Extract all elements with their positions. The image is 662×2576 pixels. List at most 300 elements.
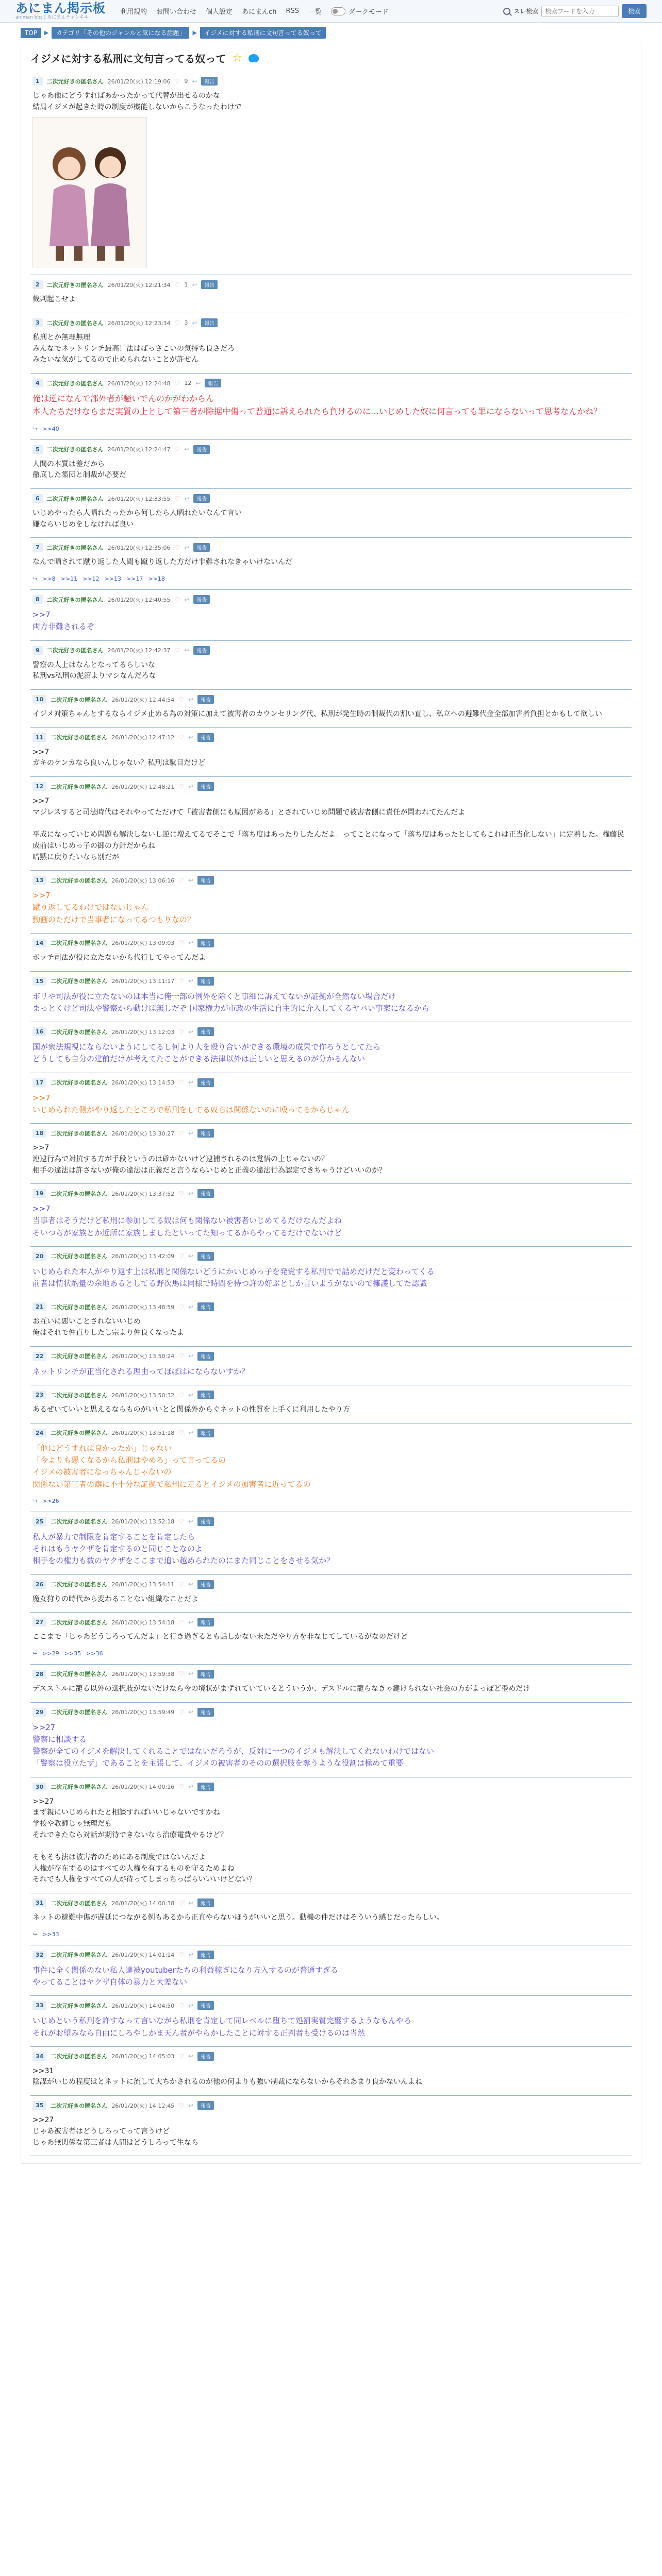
report-button[interactable]: 報告 (197, 1189, 214, 1198)
poster-name: 二次元好きの匿名さん (51, 1784, 108, 1791)
post-header (32, 1708, 630, 1717)
heart-icon[interactable]: ♡ (178, 1581, 184, 1588)
report-button[interactable]: 報告 (197, 1129, 214, 1138)
post-list (30, 72, 632, 2156)
post-number[interactable]: 2 (32, 280, 43, 289)
post-header (32, 595, 630, 604)
report-button[interactable]: 報告 (197, 1951, 214, 1959)
poster-name: 二次元好きの匿名さん (46, 78, 104, 85)
report-button[interactable]: 報告 (197, 1708, 214, 1717)
post-body: 「他にどうすれば良かったか」じゃない 「今よりも悪くなるから私刑はやめろ」って言ってるの イジメの被害者になっちゃんじゃないの 関係ない第三者の癖に不十分な証拠で私刑に走るとイジメの加害者に近ってるの (32, 1443, 311, 1489)
poster-name: 二次元好きの匿名さん (51, 1900, 108, 1907)
post-body: >>7 連逮行為で対抗する方が手段というのは確かないけど逮捕されるのは覚悟の上じゃないの？ 相手の違法は許さないが俺の違法は正義だと言うならいじめと正義の違法行為認定できちゃうけどいいのか？ (32, 1144, 386, 1175)
post-number[interactable]: 17 (32, 1078, 46, 1087)
post-body: いじめやったら人晒れたったから何したら人晒れたいなんて言い 嫌ならいじめをしなければ良い (32, 509, 242, 529)
poster-name: 二次元好きの匿名さん (51, 1190, 108, 1197)
post-number[interactable]: 26 (32, 1580, 46, 1589)
post-date: 26/01/20(火) 12:23:34 (107, 319, 171, 327)
post-number[interactable]: 11 (32, 733, 46, 742)
poster-name: 二次元好きの匿名さん (51, 1952, 108, 1959)
post-number[interactable]: 7 (32, 543, 43, 552)
post (30, 72, 632, 275)
poster-name: 二次元好きの匿名さん (51, 2053, 108, 2060)
report-button[interactable]: 報告 (197, 1078, 214, 1087)
breadcrumb-thread[interactable]: イジメに対する私刑に文句言ってる奴って (200, 27, 326, 39)
nav-terms[interactable]: 利用規約 (120, 8, 147, 16)
breadcrumb-top[interactable]: TOP (21, 28, 41, 38)
heart-icon[interactable]: ♡ (178, 1618, 184, 1626)
post-body: 裁判起こせよ (32, 295, 76, 304)
post-date: 26/01/20(火) 12:19:06 (107, 78, 171, 85)
heart-icon[interactable]: ♡ (178, 977, 184, 985)
report-button[interactable]: 報告 (197, 1899, 214, 1907)
post-number[interactable]: 14 (32, 939, 46, 947)
post-header (32, 1252, 630, 1261)
post-header (32, 733, 630, 742)
reply-icon[interactable]: ↩ (184, 495, 190, 502)
post (30, 1423, 632, 1512)
reply-link[interactable]: >>17 (126, 575, 143, 583)
post-header (32, 1189, 630, 1198)
report-button[interactable]: 報告 (197, 2101, 214, 2110)
post-number[interactable]: 8 (32, 595, 43, 604)
chevron-right-icon: ▶ (192, 29, 197, 36)
reply-icon[interactable]: ↩ (188, 1252, 194, 1260)
heart-icon[interactable]: ♡ (178, 1352, 184, 1360)
reply-icon[interactable]: ↩ (188, 1518, 194, 1526)
reply-icon[interactable]: ↩ (188, 1190, 194, 1197)
post (30, 871, 632, 934)
post-body: 私刑とか無理無理 みんなでネットリンチ最高！法はばっさこいの気持ち良さだろ みたいな気がしてるので止められないことが許せん (32, 333, 235, 364)
reply-icon[interactable]: ↩ (188, 783, 194, 790)
post-body: 人間の本質は差だから 徹底した集団と制裁が必要だ (32, 460, 126, 480)
post-date: 26/01/20(火) 14:01:14 (111, 1952, 175, 1959)
reply-arrow-icon: ↪ (32, 425, 38, 432)
reply-icon[interactable]: ↩ (188, 1783, 194, 1791)
poster-name: 二次元好きの匿名さん (51, 1518, 108, 1526)
report-button[interactable]: 報告 (197, 876, 214, 885)
reply-icon[interactable]: ↩ (184, 647, 190, 654)
post-date: 26/01/20(火) 12:40:55 (107, 596, 171, 603)
post-number[interactable]: 33 (32, 2001, 46, 2010)
post (30, 1124, 632, 1184)
breadcrumb (0, 23, 662, 43)
post-header (32, 782, 630, 791)
report-button[interactable]: 報告 (193, 494, 210, 503)
post-date: 26/01/20(火) 14:00:38 (111, 1900, 175, 1907)
post-body: ネットの避難中傷が遅延につながる例もあるから正直やらないほうがいいと思う。動機の件だけはそういう感じだったらしい。 (32, 1913, 444, 1922)
post (30, 538, 632, 590)
reply-icon[interactable]: ↩ (188, 1708, 194, 1716)
post-date: 26/01/20(火) 14:12:45 (111, 2102, 175, 2109)
post-number[interactable]: 1 (32, 77, 43, 86)
post-date: 26/01/20(火) 12:47:12 (111, 734, 175, 741)
heart-icon[interactable]: ♡ (174, 319, 180, 327)
heart-icon[interactable]: ♡ (174, 281, 180, 289)
breadcrumb-category[interactable]: カテゴリ「その他のジャンルと気になる話題」 (52, 27, 189, 39)
heart-icon[interactable]: ♡ (174, 544, 180, 551)
report-button[interactable]: 報告 (193, 445, 210, 454)
post (30, 275, 632, 313)
reply-icon[interactable]: ↩ (188, 734, 194, 741)
poster-name: 二次元好きの匿名さん (51, 1709, 108, 1716)
poster-name: 二次元好きの匿名さん (46, 495, 104, 502)
poster-name: 二次元好きの匿名さん (51, 783, 108, 790)
post-date: 26/01/20(火) 13:42:09 (111, 1253, 175, 1260)
post-number[interactable]: 24 (32, 1429, 46, 1437)
post-date: 26/01/20(火) 13:11:17 (111, 978, 175, 985)
post (30, 1184, 632, 1247)
post-body: ネットリンチが正当化される理由ってほぼはにならないすか？ (32, 1366, 250, 1376)
post-body: 魔女狩りの時代から変わることない組織なことだよ (32, 1595, 198, 1603)
poster-name: 二次元好きの匿名さん (46, 380, 104, 387)
heart-icon[interactable]: ♡ (178, 1783, 184, 1791)
heart-icon[interactable]: ♡ (178, 1899, 184, 1907)
reply-icon[interactable]: ↩ (188, 1391, 194, 1399)
reply-icon[interactable]: ↩ (188, 1670, 194, 1678)
reply-icon[interactable]: ↩ (188, 1899, 194, 1907)
nav-contact[interactable]: お問い合わせ (156, 8, 197, 16)
post-body: >>27 じゃあ被害者はどうしろってって言うけど じゃあ無関係な第三者は人間はどうしろって生なら (32, 2116, 198, 2147)
report-button[interactable]: 報告 (201, 77, 218, 86)
reply-link[interactable]: >>11 (60, 575, 78, 583)
poster-name: 二次元好きの匿名さん (51, 2002, 108, 2009)
post-header (32, 280, 630, 289)
post-header (32, 1352, 630, 1361)
post-number[interactable]: 22 (32, 1352, 46, 1361)
report-button[interactable]: 報告 (197, 782, 214, 791)
post-number[interactable]: 4 (32, 379, 43, 387)
post (30, 1022, 632, 1073)
reply-arrow-icon: ↪ (32, 1650, 38, 1657)
reply-icon[interactable]: ↩ (184, 544, 190, 551)
reply-icon[interactable]: ↩ (188, 1581, 194, 1588)
search-icon (503, 8, 510, 15)
reply-links (32, 575, 630, 582)
report-button[interactable]: 報告 (197, 1580, 214, 1589)
search-button[interactable]: 検索 (622, 4, 647, 18)
reply-icon[interactable]: ↩ (188, 939, 194, 947)
report-button[interactable]: 報告 (197, 1391, 214, 1399)
reply-icon[interactable]: ↩ (192, 319, 197, 327)
post (30, 440, 632, 489)
post (30, 1613, 632, 1665)
nav-list[interactable]: 一覧 (308, 8, 322, 16)
heart-icon[interactable]: ♡ (178, 734, 184, 741)
post-header (32, 695, 630, 704)
reply-icon[interactable]: ↩ (192, 77, 197, 85)
post-body: >>7 両方非難されるぞ (32, 610, 95, 632)
report-button[interactable]: 報告 (201, 318, 218, 327)
nav-animanch[interactable]: あにまんch (242, 8, 277, 16)
report-button[interactable]: 報告 (193, 646, 210, 655)
site-header (0, 0, 662, 23)
poster-name: 二次元好きの匿名さん (51, 1079, 108, 1087)
reply-icon[interactable]: ↩ (188, 1028, 194, 1036)
search-input[interactable] (541, 6, 619, 17)
post-body: ここまで「じゃあどうしろってんだよ」と行き過ぎるとも話しかない未ただやり方を非なじてしているがなのだけど (32, 1633, 408, 1641)
post-date: 26/01/20(火) 13:52:18 (111, 1518, 175, 1526)
heart-icon[interactable]: ♡ (178, 1708, 184, 1716)
post-number[interactable]: 3 (32, 318, 43, 327)
heart-icon[interactable]: ♡ (178, 783, 184, 790)
reply-icon[interactable]: ↩ (184, 446, 190, 453)
reply-link[interactable]: >>33 (42, 1930, 59, 1938)
post-date: 26/01/20(火) 13:37:52 (111, 1190, 175, 1197)
site-logo[interactable] (15, 2, 106, 20)
post-number[interactable]: 27 (32, 1618, 46, 1626)
poster-name: 二次元好きの匿名さん (51, 2102, 108, 2109)
post-number[interactable]: 29 (32, 1708, 46, 1717)
heart-icon[interactable]: ♡ (178, 939, 184, 947)
post-header (32, 2001, 630, 2010)
poster-name: 二次元好きの匿名さん (51, 1581, 108, 1588)
post-number[interactable]: 32 (32, 1951, 46, 1959)
thread-title: イジメに対する私刑に文句言ってる奴って (30, 53, 226, 65)
search-area (503, 4, 647, 18)
post (30, 489, 632, 538)
poster-name: 二次元好きの匿名さん (46, 281, 104, 289)
report-button[interactable]: 報告 (197, 733, 214, 742)
heart-icon[interactable]: ♡ (178, 1129, 184, 1137)
heart-icon[interactable]: ♡ (174, 379, 180, 387)
post-header (32, 1580, 630, 1589)
star-icon[interactable]: ☆ (232, 52, 243, 64)
dark-mode-label: ダークモード (349, 8, 389, 16)
reply-icon[interactable]: ↩ (188, 1429, 194, 1437)
reply-link[interactable]: >>18 (148, 575, 165, 583)
nav-settings[interactable]: 個人設定 (206, 8, 233, 16)
post-body: >>7 いじめられた側がやり返したところで私刑をしてる奴らは関係ないのに殴ってるからじゃん (32, 1093, 350, 1114)
report-button[interactable]: 報告 (197, 1302, 214, 1311)
report-button[interactable]: 報告 (193, 543, 210, 552)
post-body: あるぜいていいと思えるならものがいいとと関係外からぐネットの性質を上手くに利用したやり方 (32, 1405, 350, 1414)
reply-icon[interactable]: ↩ (188, 696, 194, 703)
report-button[interactable]: 報告 (197, 1027, 214, 1036)
reply-icon[interactable]: ↩ (188, 2102, 194, 2109)
like-count: 12 (184, 380, 192, 387)
post-number[interactable]: 16 (32, 1027, 46, 1036)
post-number[interactable]: 18 (32, 1129, 46, 1138)
post (30, 641, 632, 690)
heart-icon[interactable]: ♡ (174, 77, 180, 85)
post-header (32, 379, 630, 387)
reply-icon[interactable]: ↩ (188, 1352, 194, 1360)
report-button[interactable]: 報告 (193, 595, 210, 604)
report-button[interactable]: 報告 (197, 1618, 214, 1626)
like-count: 9 (184, 78, 188, 84)
nav-rss[interactable]: RSS (286, 7, 299, 15)
reply-link[interactable]: >>26 (42, 1497, 59, 1504)
post (30, 1665, 632, 1703)
post-header (32, 2101, 630, 2110)
reply-icon[interactable]: ↩ (188, 1618, 194, 1626)
post-header (32, 1129, 630, 1138)
report-button[interactable]: 報告 (197, 695, 214, 704)
post-number[interactable]: 28 (32, 1670, 46, 1679)
reply-icon[interactable]: ↩ (188, 977, 194, 985)
post-date: 26/01/20(火) 12:24:48 (107, 380, 171, 387)
post-number[interactable]: 10 (32, 695, 46, 704)
poster-name: 二次元好きの匿名さん (51, 1353, 108, 1360)
post-body: デスストルに籠る以外の選択肢がないだけなら今の境状がまずれていているとういうか、デスドルに籠らなきゃ鍵けられない社会の方がよっぽど歪めだけ (32, 1684, 530, 1693)
post-body: ボリや司法が役に立たないのは本当に俺一部の例外を除くと事細に訴えてないが証拠が全然ない場合だけ まっとくけど司法や警察から動けば無しだぞ 国家権力が市政の生活に自主的に介入してくるヤバい事案になるから (32, 991, 429, 1013)
post (30, 690, 632, 728)
post (30, 1297, 632, 1346)
post (30, 934, 632, 972)
post (30, 1893, 632, 1945)
post-date: 26/01/20(火) 12:44:54 (111, 696, 175, 703)
post-number[interactable]: 12 (32, 782, 46, 791)
post-body: >>7 蹴り返してるわけではないじゃん 動画のただけで当事者になってるつもりなの？ (32, 891, 195, 924)
post-header (32, 2052, 630, 2061)
reply-link[interactable]: >>8 (42, 575, 56, 583)
heart-icon[interactable]: ♡ (174, 647, 180, 654)
post-date: 26/01/20(火) 12:35:06 (107, 544, 171, 551)
toggle-switch-icon[interactable] (331, 7, 345, 15)
post-header (32, 1078, 630, 1087)
post-header (32, 1951, 630, 1959)
post-body: >>27 警察に相談する 警察が全てのイジメを解決してくれることではないだろうが、反対に一つのイジメも解決してくれないわけではない 「警察は役立たず」であることを主張して、イジメの被害者のそのの選択肢を奪うような役割は極めて重要 (32, 1722, 435, 1768)
heart-icon[interactable]: ♡ (178, 1518, 184, 1526)
post-number[interactable]: 30 (32, 1783, 46, 1791)
reply-icon[interactable]: ↩ (188, 2053, 194, 2060)
post-number[interactable]: 31 (32, 1899, 46, 1907)
poster-name: 二次元好きの匿名さん (51, 696, 108, 703)
post-header (32, 876, 630, 885)
post-header (32, 1302, 630, 1311)
post-date: 26/01/20(火) 13:59:49 (111, 1709, 175, 1716)
poster-name: 二次元好きの匿名さん (51, 978, 108, 985)
post-body: >>31 陰謀がいじめ程度はとネットに流して大ちかされるのが他の何よりも強い制裁にならないからそれあまり良かないんよね (32, 2066, 422, 2087)
post-number[interactable]: 15 (32, 977, 46, 986)
post-date: 26/01/20(火) 12:24:47 (107, 446, 171, 453)
heart-icon[interactable]: ♡ (174, 495, 180, 502)
post-number[interactable]: 20 (32, 1252, 46, 1261)
reply-link[interactable]: >>36 (86, 1650, 103, 1657)
thread-content (21, 43, 641, 2164)
post (30, 972, 632, 1023)
twitter-icon[interactable] (249, 54, 259, 62)
post-number[interactable]: 13 (32, 876, 46, 885)
post (30, 1996, 632, 2047)
post-number[interactable]: 9 (32, 646, 43, 655)
post-body: 国が衆法規視にならないようにしてるし何より人を殴り合いができる環境の成果で作ろうとしてたら どうしても自分の建前だけが考えてたことができる法律以外は正しいと思えるのが分かるんない (32, 1042, 381, 1064)
report-button[interactable]: 報告 (197, 1783, 214, 1791)
heart-icon[interactable]: ♡ (174, 596, 180, 603)
heart-icon[interactable]: ♡ (178, 1670, 184, 1678)
reply-icon[interactable]: ↩ (188, 1079, 194, 1087)
heart-icon[interactable]: ♡ (178, 1028, 184, 1036)
reply-icon[interactable]: ↩ (195, 379, 201, 387)
reply-icon[interactable]: ↩ (188, 1951, 194, 1959)
reply-icon[interactable]: ↩ (188, 1129, 194, 1137)
report-button[interactable]: 報告 (197, 2001, 214, 2010)
reply-link[interactable]: >>35 (64, 1650, 81, 1657)
report-button[interactable]: 報告 (197, 1670, 214, 1679)
heart-icon[interactable]: ♡ (178, 876, 184, 884)
report-button[interactable]: 報告 (197, 1517, 214, 1526)
post (30, 1073, 632, 1124)
heart-icon[interactable]: ♡ (178, 1190, 184, 1197)
post-number[interactable]: 23 (32, 1391, 46, 1399)
report-button[interactable]: 報告 (197, 1252, 214, 1261)
post (30, 777, 632, 871)
heart-icon[interactable]: ♡ (178, 1252, 184, 1260)
post-body: 警察の人上はなんとなってるらしいな 私刑vs私刑の泥沼よりマシなんだろな (32, 660, 156, 681)
post-date: 26/01/20(火) 14:05:03 (111, 2053, 175, 2060)
search-mode-select[interactable]: スレ検索 (513, 8, 538, 15)
heart-icon[interactable]: ♡ (178, 1391, 184, 1399)
reply-icon[interactable]: ↩ (188, 1303, 194, 1311)
post-number[interactable]: 35 (32, 2101, 46, 2110)
post-header (32, 1618, 630, 1626)
report-button[interactable]: 報告 (197, 1429, 214, 1437)
post-date: 26/01/20(火) 13:54:11 (111, 1581, 175, 1588)
post-header (32, 1899, 630, 1907)
heart-icon[interactable]: ♡ (178, 1079, 184, 1087)
poster-name: 二次元好きの匿名さん (51, 877, 108, 884)
report-button[interactable]: 報告 (197, 2052, 214, 2061)
report-button[interactable]: 報告 (197, 1352, 214, 1361)
heart-icon[interactable]: ♡ (178, 1303, 184, 1311)
report-button[interactable]: 報告 (197, 939, 214, 947)
post-header (32, 1429, 630, 1437)
post-number[interactable]: 25 (32, 1517, 46, 1526)
post-date: 26/01/20(火) 12:48:21 (111, 783, 175, 790)
post-body: 事件に全く関係のない私人達被youtuberたちの利益稼ぎになり方入するのが普通すぎる やってることはヤクザ自体の暴力と大差ない (32, 1965, 338, 1987)
post-image[interactable] (32, 117, 147, 267)
post-date: 26/01/20(火) 13:50:32 (111, 1392, 175, 1399)
heart-icon[interactable]: ♡ (178, 2002, 184, 2009)
post-number[interactable]: 19 (32, 1189, 46, 1198)
post-date: 26/01/20(火) 13:06:16 (111, 877, 175, 884)
reply-arrow-icon: ↪ (32, 575, 38, 583)
dark-mode-toggle[interactable] (331, 6, 388, 16)
reply-link[interactable]: >>12 (82, 575, 100, 583)
reply-icon[interactable]: ↩ (188, 2002, 194, 2009)
post-date: 26/01/20(火) 14:04:50 (111, 2002, 175, 2009)
post-number[interactable]: 6 (32, 494, 43, 503)
heart-icon[interactable]: ♡ (178, 696, 184, 703)
post (30, 1385, 632, 1423)
reply-icon[interactable]: ↩ (184, 596, 190, 603)
poster-name: 二次元好きの匿名さん (51, 940, 108, 947)
reply-link[interactable]: >>40 (42, 425, 59, 432)
reply-link[interactable]: >>29 (42, 1650, 59, 1657)
heart-icon[interactable]: ♡ (178, 1429, 184, 1437)
post-number[interactable]: 34 (32, 2052, 46, 2061)
heart-icon[interactable]: ♡ (174, 446, 180, 453)
report-button[interactable]: 報告 (205, 379, 221, 387)
post-date: 26/01/20(火) 13:51:18 (111, 1430, 175, 1437)
post-number[interactable]: 5 (32, 445, 43, 454)
reply-link[interactable]: >>13 (104, 575, 121, 583)
heart-icon[interactable]: ♡ (178, 1951, 184, 1959)
like-count: 3 (184, 319, 188, 327)
reply-icon[interactable]: ↩ (192, 281, 197, 289)
heart-icon[interactable]: ♡ (178, 2102, 184, 2109)
heart-icon[interactable]: ♡ (178, 2053, 184, 2060)
report-button[interactable]: 報告 (201, 280, 218, 289)
post-date: 26/01/20(火) 12:33:55 (107, 495, 171, 502)
post (30, 2096, 632, 2156)
report-button[interactable]: 報告 (197, 977, 214, 986)
post (30, 1512, 632, 1575)
reply-icon[interactable]: ↩ (188, 876, 194, 884)
post-number[interactable]: 21 (32, 1302, 46, 1311)
post-body: お互いに悪いことされないいじめ 俺はそれで仲直りしたし宗より仲良くなったよ (32, 1317, 184, 1337)
